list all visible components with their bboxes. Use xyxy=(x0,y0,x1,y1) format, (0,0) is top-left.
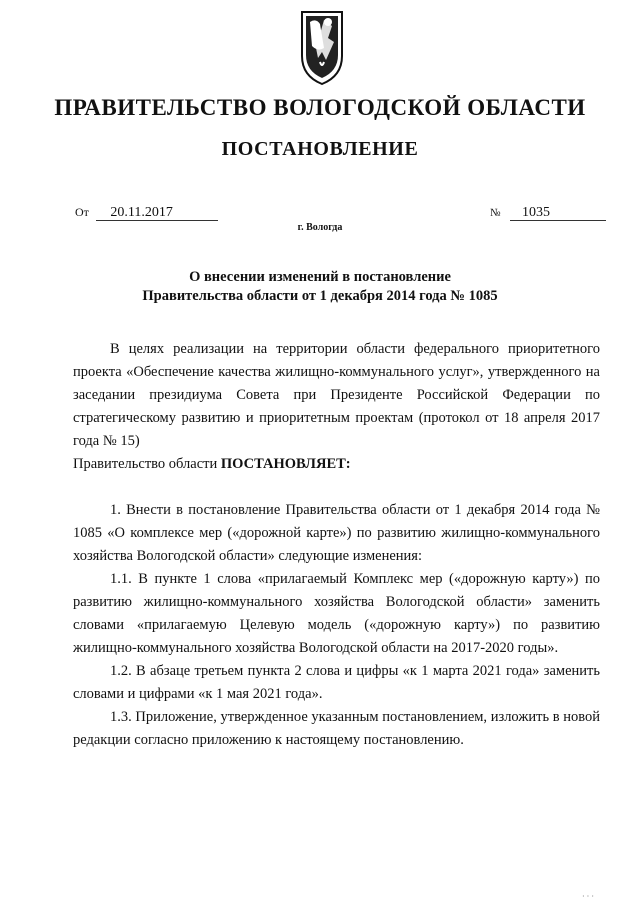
resolves-line xyxy=(73,453,600,476)
organization-title: ПРАВИТЕЛЬСТВО ВОЛОГОДСКОЙ ОБЛАСТИ xyxy=(54,95,586,120)
city-label: г. Вологда xyxy=(297,222,343,233)
document-subject xyxy=(0,268,640,306)
subject-line-2: Правительства области от 1 декабря 2014 года № 1085 xyxy=(142,288,498,304)
document-number: 1035 xyxy=(510,205,606,221)
resolves-word: ПОСТАНОВЛЯЕТ: xyxy=(220,456,351,472)
resolves-prefix: Правительство области xyxy=(73,456,218,472)
number-line xyxy=(490,205,606,221)
number-prefix: № xyxy=(490,207,501,219)
subject-line-1: О внесении изменений в постановление xyxy=(189,269,451,285)
document-type: ПОСТАНОВЛЕНИЕ xyxy=(221,138,419,160)
paragraph-spacer xyxy=(73,476,600,499)
clause-1: 1. Внести в постановление Правительства области от 1 декабря 2014 года № 1085 «О комплексе мер («дорожной карте») по развитию жилищно-коммунального хозяйства Вологодской области» следующие изменения: xyxy=(73,502,600,564)
document-date: 20.11.2017 xyxy=(96,205,218,221)
date-line xyxy=(75,205,218,221)
clause-1-3: 1.3. Приложение, утвержденное указанным постановлением, изложить в новой редакции согласно приложению к настоящему постановлению. xyxy=(73,709,600,748)
clause-1-1: 1.1. В пункте 1 слова «прилагаемый Комплекс мер («дорожную карту») по развитию жилищно-коммунального хозяйства Вологодской области» заменить словами «прилагаемую Целевую модель («дорожную карту») по развитию жилищно-коммунального хозяйства Вологодской области на 2017-2020 годы». xyxy=(73,571,600,656)
scan-dots: · · · xyxy=(582,892,594,901)
preamble-paragraph: В целях реализации на территории области федерального приоритетного проекта «Обеспечение качества жилищно-коммунального услуг», утвержденного на заседании президиума Совета при Президенте Российской Федерации по стратегическому развитию и приоритетным проектам (протокол от 18 апреля 2017 года № 15) xyxy=(73,341,600,449)
date-prefix: От xyxy=(75,205,89,219)
clause-1-2: 1.2. В абзаце третьем пункта 2 слова и цифры «к 1 марта 2021 года» заменить словами и цифрами «к 1 мая 2021 года». xyxy=(73,663,600,702)
vologda-coat-of-arms-icon xyxy=(298,8,346,88)
document-body xyxy=(73,338,600,752)
